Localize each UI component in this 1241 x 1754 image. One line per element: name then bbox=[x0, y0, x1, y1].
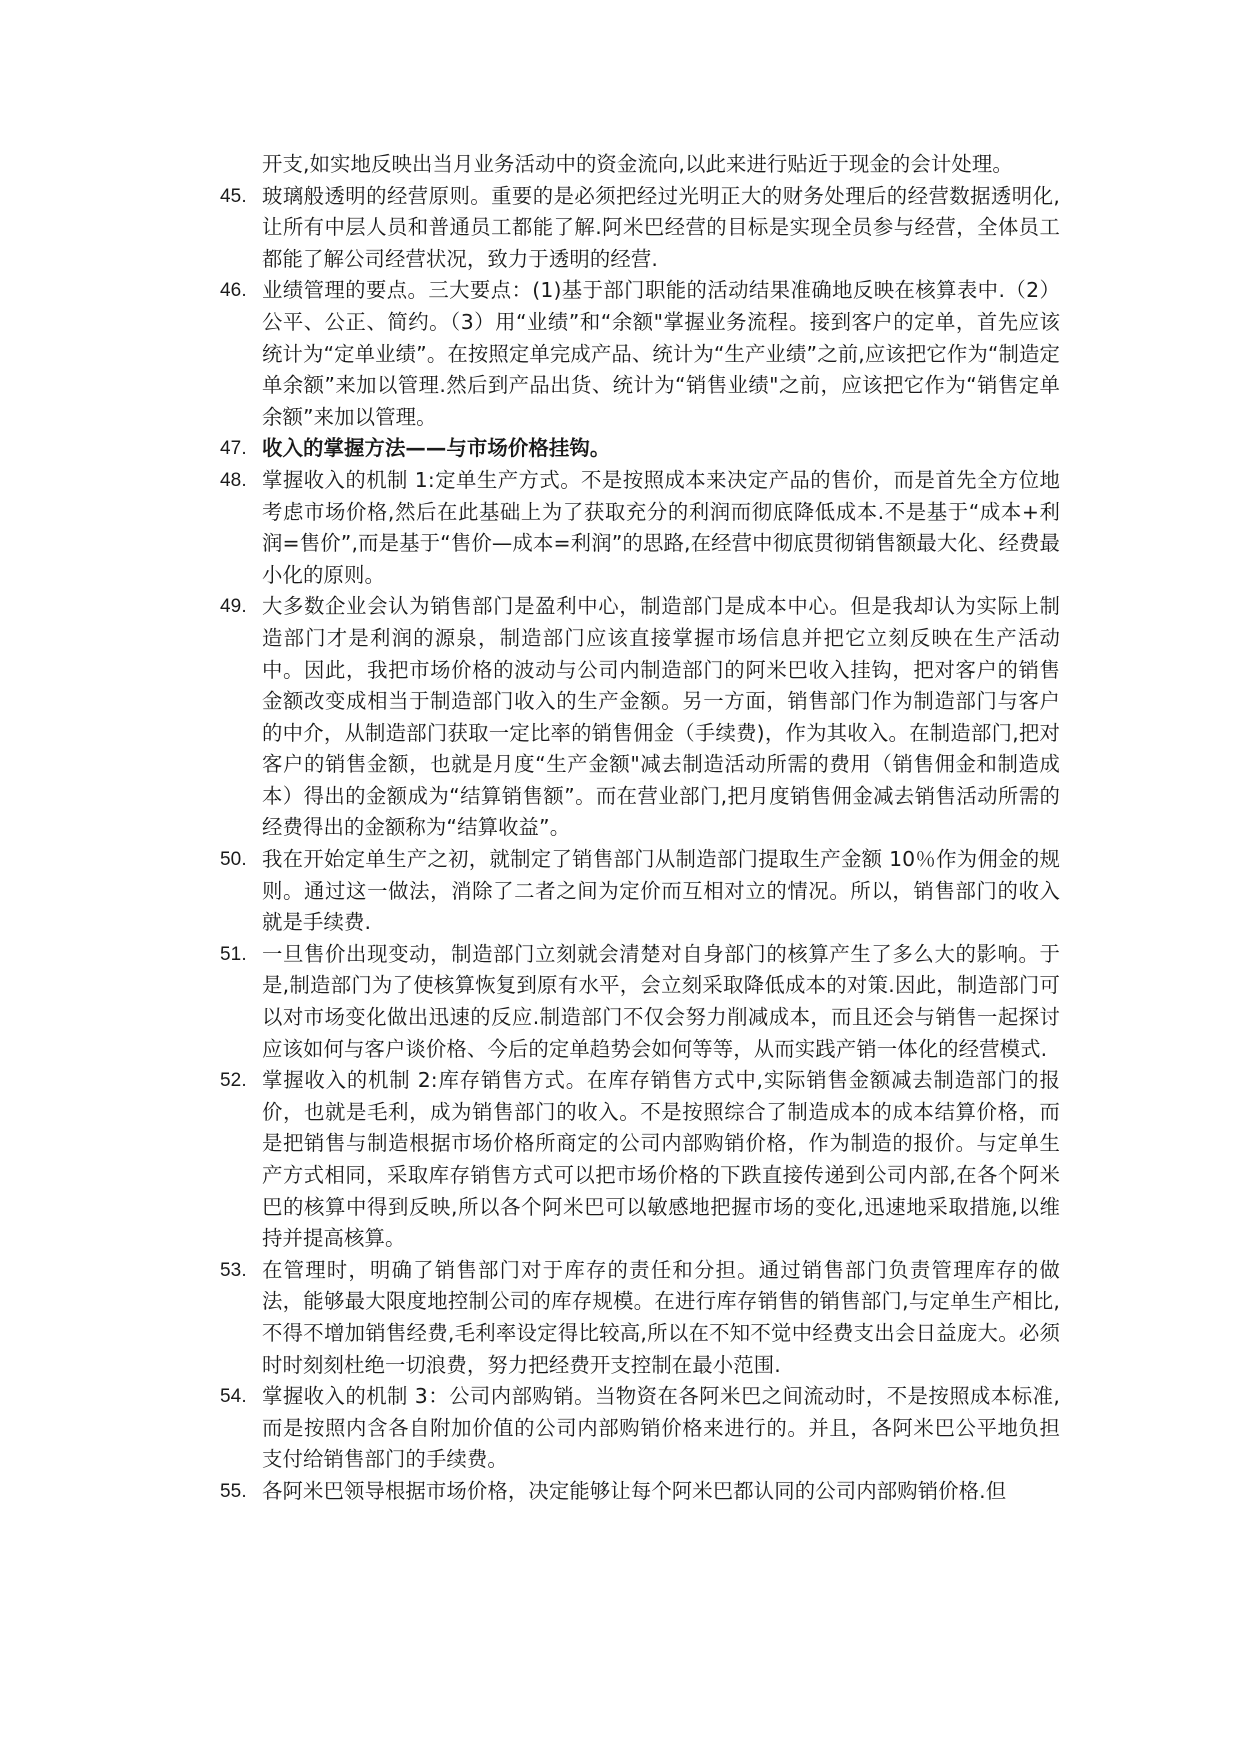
item-heading-text: 收入的掌握方法——与市场价格挂钩。 bbox=[262, 436, 611, 461]
list-item-49 bbox=[220, 591, 1060, 844]
item-text: 掌握收入的机制 3：公司内部购销。当物资在各阿米巴之间流动时，不是按照成本标准,而是按照内含各自附加价值的公司内部购销价格来进行的。并且，各阿米巴公平地负担支付给销售部门的手续费。 bbox=[262, 1384, 1060, 1472]
item-text: 我在开始定单生产之初，就制定了销售部门从制造部门提取生产金额 10％作为佣金的规则。通过这一做法，消除了二者之间为定价而互相对立的情况。所以，销售部门的收入就是手续费. bbox=[262, 847, 1060, 935]
item-text: 玻璃般透明的经营原则。重要的是必须把经过光明正大的财务处理后的经营数据透明化,让所有中层人员和普通员工都能了解.阿米巴经营的目标是实现全员参与经营，全体员工都能了解公司经营状况，致力于透明的经营. bbox=[262, 183, 1060, 271]
item-number: 52. bbox=[220, 1070, 247, 1092]
list-item-55 bbox=[220, 1476, 1060, 1508]
document-body bbox=[220, 149, 1060, 1508]
item-number: 49. bbox=[220, 596, 247, 618]
item-number: 48. bbox=[220, 469, 247, 491]
list-item-54 bbox=[220, 1381, 1060, 1476]
item-text: 业绩管理的要点。三大要点：(1)基于部门职能的活动结果准确地反映在核算表中.（2）公平、公正、简约。（3）用“业绩”和“余额"掌握业务流程。接到客户的定单，首先应该统计为“定单业绩”。在按照定单完成产品、统计为“生产业绩”之前,应该把它作为“制造定单余额”来加以管理.然后到产品出货、统计为“销售业绩"之前，应该把它作为“销售定单余额”来加以管理。 bbox=[262, 278, 1060, 429]
list-item-53 bbox=[220, 1255, 1060, 1381]
item-number: 47. bbox=[220, 438, 247, 460]
item-text: 大多数企业会认为销售部门是盈利中心，制造部门是成本中心。但是我却认为实际上制造部门才是利润的源泉，制造部门应该直接掌握市场信息并把它立刻反映在生产活动中。因此，我把市场价格的波动与公司内制造部门的阿米巴收入挂钩，把对客户的销售金额改变成相当于制造部门收入的生产金额。另一方面，销售部门作为制造部门与客户的中介，从制造部门获取一定比率的销售佣金（手续费)，作为其收入。在制造部门,把对客户的销售金额，也就是月度“生产金额"减去制造活动所需的费用（销售佣金和制造成本）得出的金额成为“结算销售额”。而在营业部门,把月度销售佣金减去销售活动所需的经费得出的金额称为“结算收益”。 bbox=[262, 594, 1060, 840]
item-text: 各阿米巴领导根据市场价格，决定能够让每个阿米巴都认同的公司内部购销价格.但 bbox=[262, 1478, 1007, 1503]
list-item-52 bbox=[220, 1065, 1060, 1255]
list-item-47 bbox=[220, 433, 1060, 465]
item-number: 50. bbox=[220, 849, 247, 871]
item-text: 掌握收入的机制 2:库存销售方式。在库存销售方式中,实际销售金额减去制造部门的报价，也就是毛利，成为销售部门的收入。不是按照综合了制造成本的成本结算价格，而是把销售与制造根据市场价格所商定的公司内部购销价格，作为制造的报价。与定单生产方式相同，采取库存销售方式可以把市场价格的下跌直接传递到公司内部,在各个阿米巴的核算中得到反映,所以各个阿米巴可以敏感地把握市场的变化,迅速地采取措施,以维持并提高核算。 bbox=[262, 1068, 1060, 1251]
item-number: 53. bbox=[220, 1259, 247, 1281]
list-item-50 bbox=[220, 844, 1060, 939]
item-text: 一旦售价出现变动，制造部门立刻就会清楚对自身部门的核算产生了多么大的影响。于是,制造部门为了使核算恢复到原有水平，会立刻采取降低成本的对策.因此，制造部门可以对市场变化做出迅速的反应.制造部门不仅会努力削减成本，而且还会与销售一起探讨应该如何与客户谈价格、今后的定单趋势会如何等等，从而实践产销一体化的经营模式. bbox=[262, 941, 1060, 1061]
item-text: 掌握收入的机制 1:定单生产方式。不是按照成本来决定产品的售价，而是首先全方位地考虑市场价格,然后在此基础上为了获取充分的利润而彻底降低成本.不是基于“成本+利润=售价”,而是基于“售价—成本=利润”的思路,在经营中彻底贯彻销售额最大化、经费最小化的原则。 bbox=[262, 467, 1060, 587]
list-item-51 bbox=[220, 939, 1060, 1065]
list-item-48 bbox=[220, 465, 1060, 591]
continuation-line: 开支,如实地反映出当月业务活动中的资金流向,以此来进行贴近于现金的会计处理。 bbox=[262, 152, 1013, 176]
list-item-45 bbox=[220, 181, 1060, 276]
item-text: 在管理时，明确了销售部门对于库存的责任和分担。通过销售部门负责管理库存的做法，能够最大限度地控制公司的库存规模。在进行库存销售的销售部门,与定单生产相比,不得不增加销售经费,毛利率设定得比较高,所以在不知不觉中经费支出会日益庞大。必须时时刻刻杜绝一切浪费，努力把经费开支控制在最小范围. bbox=[262, 1257, 1060, 1377]
item-number: 55. bbox=[220, 1480, 247, 1502]
item-number: 54. bbox=[220, 1386, 247, 1408]
item-number: 46. bbox=[220, 280, 247, 302]
list-item-46 bbox=[220, 275, 1060, 433]
item-number: 45. bbox=[220, 185, 247, 207]
item-number: 51. bbox=[220, 943, 247, 965]
